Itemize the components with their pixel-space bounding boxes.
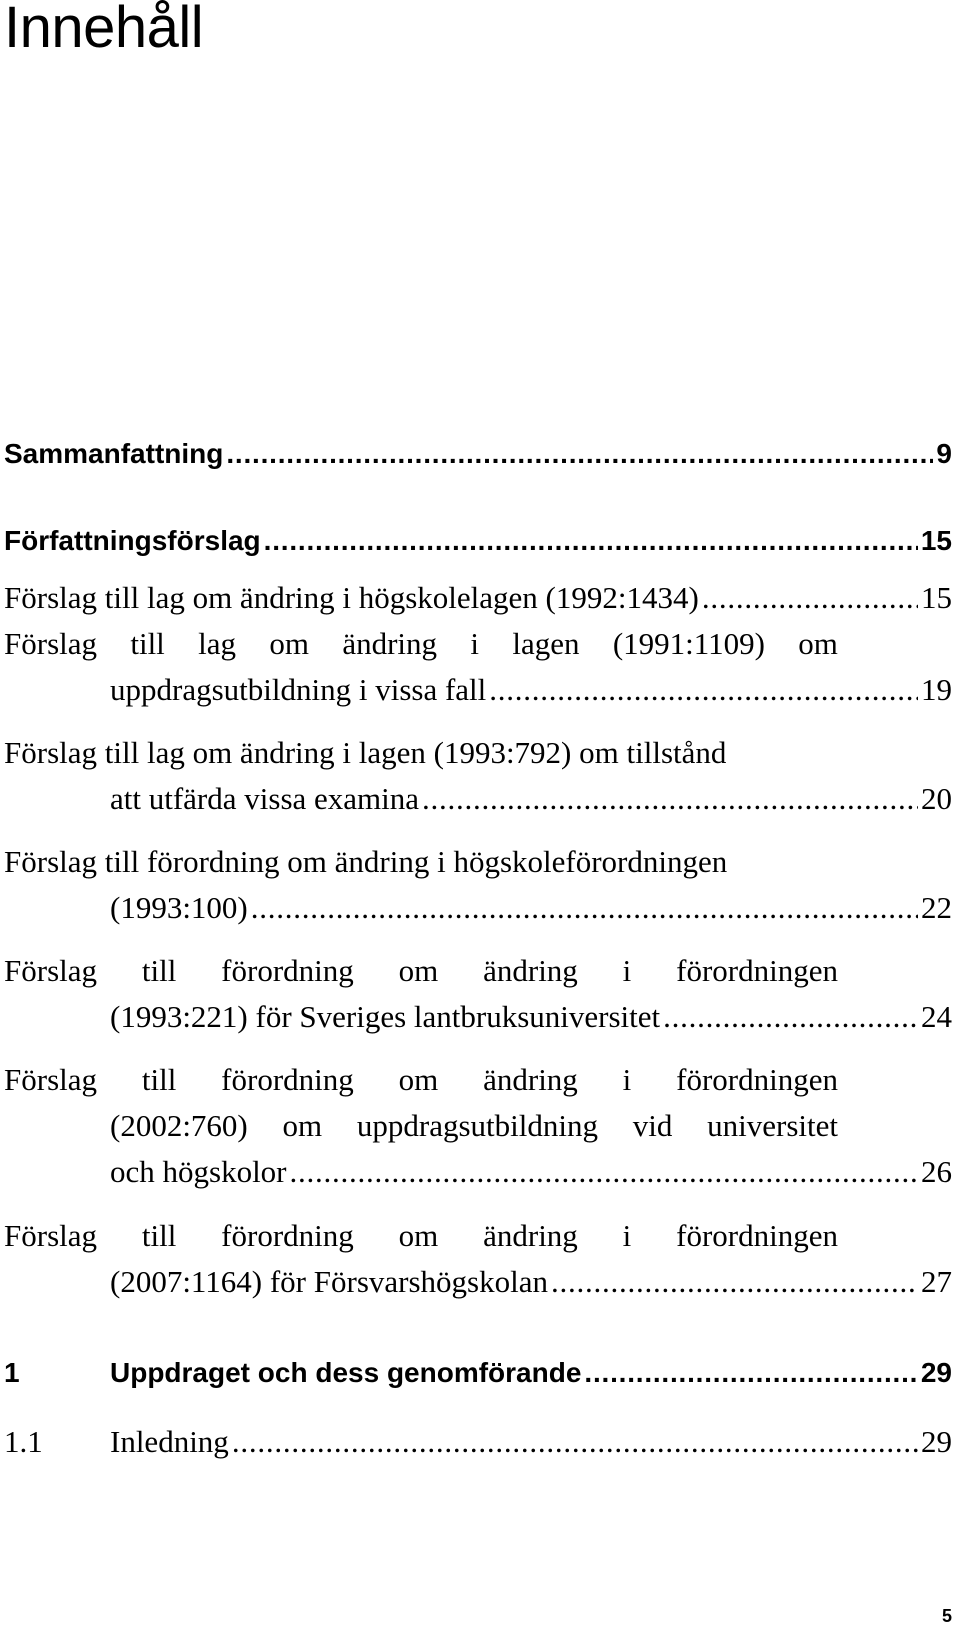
toc-title: (1993:221) för Sveriges lantbruksuniversitet bbox=[110, 999, 661, 1034]
toc-title-line bbox=[4, 735, 838, 771]
dot-leader bbox=[702, 580, 918, 616]
word: (2002:760) bbox=[110, 1108, 248, 1143]
word: förordning bbox=[221, 1062, 354, 1097]
page-title: Innehåll bbox=[4, 0, 204, 60]
toc-title: Förslag till lag om ändring i lagen (1993:792) om tillstånd bbox=[4, 735, 727, 770]
word: Förslag bbox=[4, 1062, 97, 1097]
dot-leader bbox=[232, 1424, 918, 1460]
toc-title-line bbox=[110, 890, 952, 926]
toc-title-line bbox=[4, 626, 838, 662]
dot-leader bbox=[422, 781, 918, 817]
word: Förslag bbox=[4, 626, 97, 661]
dot-leader bbox=[290, 1154, 918, 1190]
word: i bbox=[622, 953, 632, 988]
footer-page-number: 5 bbox=[941, 1606, 952, 1626]
word: ändring bbox=[483, 1062, 578, 1097]
toc-title-line bbox=[110, 781, 952, 817]
dot-leader bbox=[226, 438, 933, 470]
toc-entry-hogskolelagen[interactable] bbox=[4, 580, 952, 616]
word: ändring bbox=[342, 626, 438, 661]
word: förordningen bbox=[676, 1062, 838, 1097]
toc-page-number: 15 bbox=[921, 580, 952, 615]
toc-page-number: 27 bbox=[921, 1264, 952, 1299]
toc-title: Sammanfattning bbox=[4, 438, 224, 469]
word: i bbox=[622, 1218, 632, 1253]
word: ändring bbox=[483, 953, 578, 988]
toc-title: Förslag till lag om ändring i högskolelagen (1992:1434) bbox=[4, 580, 699, 615]
toc-page-number: 29 bbox=[920, 1357, 952, 1388]
dot-leader bbox=[251, 890, 918, 926]
word: ändring bbox=[483, 1218, 578, 1253]
toc-title-line bbox=[110, 1264, 952, 1300]
word: förordning bbox=[221, 953, 354, 988]
word: till bbox=[141, 1062, 177, 1097]
dot-leader bbox=[663, 999, 918, 1035]
toc-page-number: 9 bbox=[936, 438, 952, 469]
toc-page-number: 24 bbox=[921, 999, 952, 1034]
toc-title: att utfärda vissa examina bbox=[110, 781, 420, 816]
toc-title-line bbox=[110, 999, 952, 1035]
word: om bbox=[798, 626, 838, 661]
dot-leader bbox=[489, 672, 918, 708]
toc-title-line bbox=[4, 844, 838, 880]
toc-title-line bbox=[110, 1357, 952, 1389]
word: universitet bbox=[707, 1108, 838, 1143]
toc-title: Författningsförslag bbox=[4, 525, 261, 556]
dot-leader bbox=[264, 525, 918, 557]
word: om bbox=[398, 1218, 439, 1253]
toc-page-number: 22 bbox=[921, 890, 952, 925]
word: (1991:1109) bbox=[612, 626, 765, 661]
toc-title: uppdragsutbildning i vissa fall bbox=[110, 672, 487, 707]
toc-entry-sammanfattning[interactable] bbox=[4, 438, 952, 470]
word: förordning bbox=[221, 1218, 354, 1253]
toc-title-line bbox=[110, 672, 952, 708]
section-number: 1.1 bbox=[4, 1424, 43, 1459]
toc-title-line bbox=[4, 1218, 838, 1254]
toc-title-line bbox=[4, 1062, 838, 1098]
word: vid bbox=[632, 1108, 673, 1143]
toc-title: och högskolor bbox=[110, 1154, 287, 1189]
word: till bbox=[141, 953, 177, 988]
toc-page-number: 20 bbox=[921, 781, 952, 816]
word: lag bbox=[198, 626, 237, 661]
word: om bbox=[398, 953, 439, 988]
toc-title: (2007:1164) för Försvarshögskolan bbox=[110, 1264, 548, 1299]
toc-page-number: 29 bbox=[921, 1424, 952, 1459]
toc-page-number: 15 bbox=[920, 525, 952, 556]
dot-leader bbox=[551, 1264, 918, 1300]
word: till bbox=[130, 626, 165, 661]
toc-entry-forfattningsforslag[interactable] bbox=[4, 525, 952, 557]
word: om bbox=[398, 1062, 439, 1097]
word: om bbox=[269, 626, 309, 661]
toc-title: Inledning bbox=[110, 1424, 229, 1459]
toc-page-number: 26 bbox=[921, 1154, 952, 1189]
word: i bbox=[622, 1062, 632, 1097]
word: uppdragsutbildning bbox=[356, 1108, 598, 1143]
word: förordningen bbox=[676, 953, 838, 988]
dot-leader bbox=[584, 1357, 917, 1389]
toc-title-line bbox=[110, 1108, 838, 1144]
section-number: 1 bbox=[4, 1357, 20, 1388]
word: förordningen bbox=[676, 1218, 838, 1253]
word: Förslag bbox=[4, 1218, 97, 1253]
toc-page-number: 19 bbox=[921, 672, 952, 707]
word: till bbox=[141, 1218, 177, 1253]
word: Förslag bbox=[4, 953, 97, 988]
word: lagen bbox=[512, 626, 580, 661]
toc-title: (1993:100) bbox=[110, 890, 248, 925]
toc-title: Uppdraget och dess genomförande bbox=[110, 1357, 582, 1388]
toc-title-line bbox=[4, 953, 838, 989]
word: i bbox=[470, 626, 479, 661]
word: om bbox=[282, 1108, 323, 1143]
toc-title: Förslag till förordning om ändring i högskoleförordningen bbox=[4, 844, 728, 879]
toc-title-line bbox=[110, 1424, 952, 1460]
toc-title-line bbox=[110, 1154, 952, 1190]
